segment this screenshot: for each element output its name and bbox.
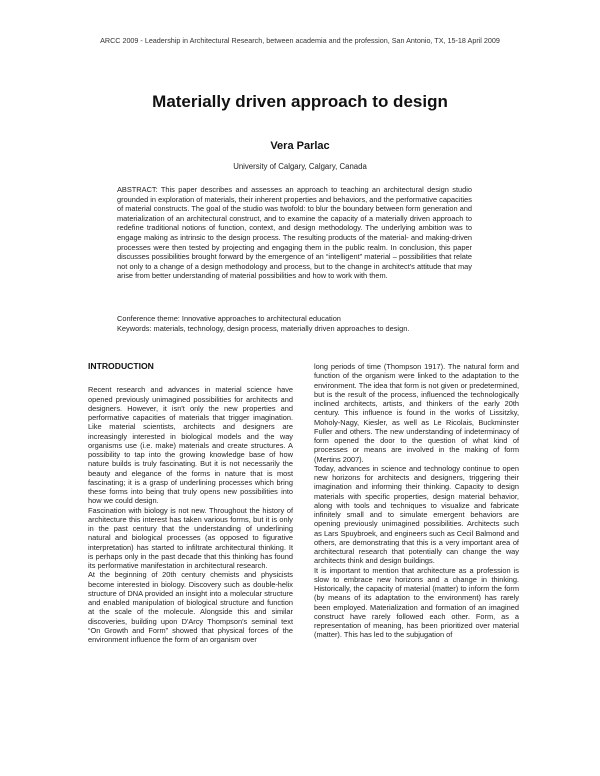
- author-name: Vera Parlac: [270, 140, 330, 152]
- paragraph: Today, advances in science and technology continue to open new horizons for architects and designers, triggering their imagination and informing their thinking. Capacity to design materials with specific properties, design material behavior, along with tools and techniques to visualize and fabricate infinitely small and to simulate emergent behaviors are opening previously unimagined possibilities. Architects such as Lars Spuybroek, and engineers such as Cecil Balmond and others, are demonstrating that this is a very important area of architectural research that potentially can change the way architects think and design buildings.: [314, 463, 519, 566]
- conference-theme: Conference theme: Innovative approaches to architectural education: [117, 314, 341, 323]
- paragraph: Fascination with biology is not new. Throughout the history of architecture this interest has taken various forms, but it is only in the past century that the understanding of underlining natural and biological processes (as opposed to figurative interpretation) has started to infiltrate architectural thinking. It is perhaps only in the past decade that this thinking has found its performative manifestation in architectural research.: [88, 505, 293, 570]
- paragraph: At the beginning of 20th century chemists and physicists become interested in biology. Discovery such as double-helix structure of DNA provided an insight into a molecular structure and enabled manipulation of biological structure and function at the scale of the molecule. Alongside this and similar discoveries, building upon D'Arcy Thompson's seminal text “On Growth and Form” showed that physical forces of the environment influence the form of an organism over: [88, 570, 293, 644]
- paragraph: It is important to mention that architecture as a profession is slow to embrace new horizons and a change in thinking. Historically, the capacity of material (matter) to inform the form (by means of its adaptation to the environment) has rarely been employed. Materialization and formation of an imagined construct have rarely followed each other. Form, as a representation of meaning, has been prioritized over material (matter). This has led to the subjugation of: [314, 565, 519, 640]
- section-heading-introduction: INTRODUCTION: [88, 361, 154, 371]
- body-column-left: [88, 362, 293, 644]
- body-column-right: [314, 362, 519, 640]
- paragraph: long periods of time (Thompson 1917). The natural form and function of the organism were linked to the adaptation to the environment. The idea that form is not given or predetermined, but is the result of the process, influenced the technologically inclined architects, artists, and thinkers of the early 20th century. This influence is found in the works of Lissitzky, Moholy-Nagy, Kiesler, as well as Le Ricolais, Buckminster Fuller and others. The new understanding of indeterminacy of form opened the door to the question of what kind of processes or means are involved in the making of form (Mertins 2007).: [314, 362, 519, 464]
- paragraph: Recent research and advances in material science have opened previously unimagined possibilities for architects and designers. However, it isn't only the new properties and performative capacities of materials that trigger imagination. Like material scientists, architects and designers are increasingly interested in biological models and the way organisms use (i.e. make) materials and create structures. A possibility to tap into the growing knowledge base of how nature builds is truly fascinating. But it is not necessarily the beauty and elegance of the forms in nature that is most fascinating; it is a grasp of underlining processes which bring these forms into being that truly opens new possibilities into how we could design.: [88, 385, 293, 506]
- paper-title: Materially driven approach to design: [152, 92, 448, 111]
- abstract: ABSTRACT: This paper describes and assesses an approach to teaching an architectural design studio grounded in exploration of materials, their inherent properties and behaviors, and the performative capacities of material constructs. The goal of the studio was twofold: to blur the boundary between form generation and materialization of an architectural construct, and to examine the capacity of a materially driven approach to redefine traditional notions of function, context, and design methodology. The underlying ambition was to engage making as intrinsic to the design process. The resulting products of the material- and making-driven processes were then tested by projecting and engaging them in the public realm. In conclusion, this paper discusses possibilities brought forward by the emergence of an “intelligent” material – possibilities that relate not only to a change of a design methodology and process, but to the change in architect's attitude that may arise from better understanding of material possibilities and how to work with them.: [117, 185, 472, 281]
- running-header: ARCC 2009 - Leadership in Architectural Research, between academia and the profession, San Antonio, TX, 15-18 April 2009: [100, 36, 500, 45]
- keywords: Keywords: materials, technology, design process, materially driven approaches to design.: [117, 324, 410, 333]
- author-affiliation: University of Calgary, Calgary, Canada: [233, 162, 367, 171]
